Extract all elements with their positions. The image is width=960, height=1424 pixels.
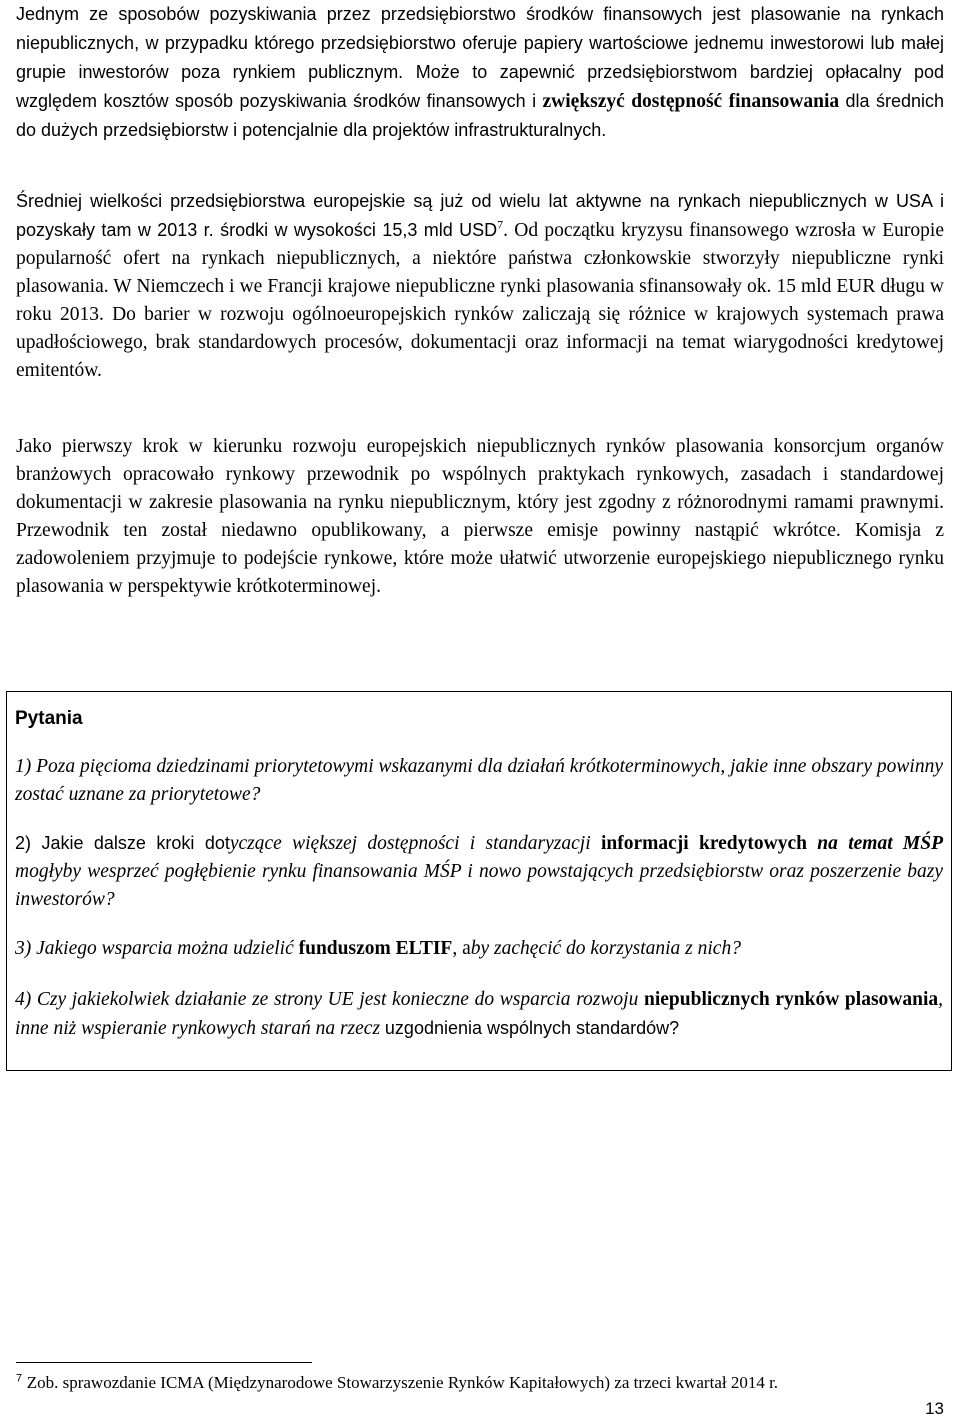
paragraph-market-guide: Jako pierwszy krok w kierunku rozwoju europejskich niepublicznych rynków plasowania konsorcjum organów branżowych opracowało rynkowy przewodnik po wspólnych praktykach rynkowych, zasadach i standardowej dokumentacji w zakresie plasowania na rynku niepublicznym, który jest zgodny z różnorodnymi ramami prawnymi. Przewodnik ten został niedawno opublikowany, a pierwsze emisje powinny nastąpić wkrótce. Komisja z zadowoleniem przyjmuje to podejście rynkowe, które może ułatwić utworzenie europejskiego niepublicznego rynku plasowania w perspektywie krótkoterminowej. [16, 436, 944, 597]
question-1: 1) Poza pięcioma dziedzinami priorytetowymi wskazanymi dla działań krótkoterminowych, jakie inne obszary powinny zostać uznane za priorytetowe? [15, 756, 943, 805]
question-3: 3) Jakiego wsparcia można udzielić funduszom ELTIF, aby zachęcić do korzystania z nich? [15, 938, 741, 959]
questions-title: Pytania [15, 708, 83, 729]
question-2: 2) Jakie dalsze kroki dotyczące większej dostępności i standaryzacji informacji kredytowych na temat MŚP mogłyby wesprzeć pogłębienie rynku finansowania MŚP i nowo powstających przedsiębiorstw oraz poszerzenie bazy inwestorów? [15, 833, 944, 910]
footnote: $^7$ Zob. sprawozdanie ICMA (Międzynarodowe Stowarzyszenie Rynków Kapitałowych) za trzeci kwartał 2014 r. [16, 1372, 779, 1392]
footnote-reference[interactable]: 7 [497, 217, 504, 232]
footnote-number: 7 [16, 1372, 23, 1385]
page-number: 13 [925, 1399, 944, 1418]
emphasis-financing-access: zwiększyć dostępność finansowania [542, 91, 840, 112]
questions-box [6, 691, 952, 1071]
paragraph-private-placement: Jednym ze sposobów pozyskiwania przez przedsiębiorstwo środków finansowych jest plasowanie na rynkach niepublicznych, w przypadku którego przedsiębiorstwo oferuje papiery wartościowe jednemu inwestorowi lub małej grupie inwestorów poza rynkiem publicznym. Może to zapewnić przedsiębiorstwom bardziej opłacalny pod względem kosztów sposób pozyskiwania środków finansowych i zwiększyć dostępność finansowania dla średnich do dużych przedsiębiorstw i potencjalnie dla projektów infrastrukturalnych. [16, 4, 945, 140]
question-4: 4) Czy jakiekolwiek działanie ze strony UE jest konieczne do wsparcia rozwoju niepublicznych rynków plasowania, inne niż wspieranie rynkowych starań na rzecz uzgodnienia wspólnych standardów? [15, 989, 944, 1039]
paragraph-mid-sized-companies: Średniej wielkości przedsiębiorstwa europejskie są już od wielu lat aktywne na rynkach niepublicznych w USA i pozyskały tam w 2013 r. środki w wysokości 15,3 mld USD$^7$. Od początku kryzysu finansowego wzrosła w Europie popularność ofert na rynkach niepublicznych, a niektóre państwa członkowskie stworzyły niepubliczne rynki plasowania. W Niemczech i we Francji krajowe niepubliczne rynki plasowania sfinansowały ok. 15 mld EUR długu w roku 2013. Do barier w rozwoju ogólnoeuropejskich rynków zaliczają się różnice w krajowych systemach prawa upadłościowego, brak standardowych procesów, dokumentacji oraz informacji na temat wiarygodności kredytowej emitentów. [16, 191, 944, 381]
footnote-separator [16, 1362, 312, 1363]
